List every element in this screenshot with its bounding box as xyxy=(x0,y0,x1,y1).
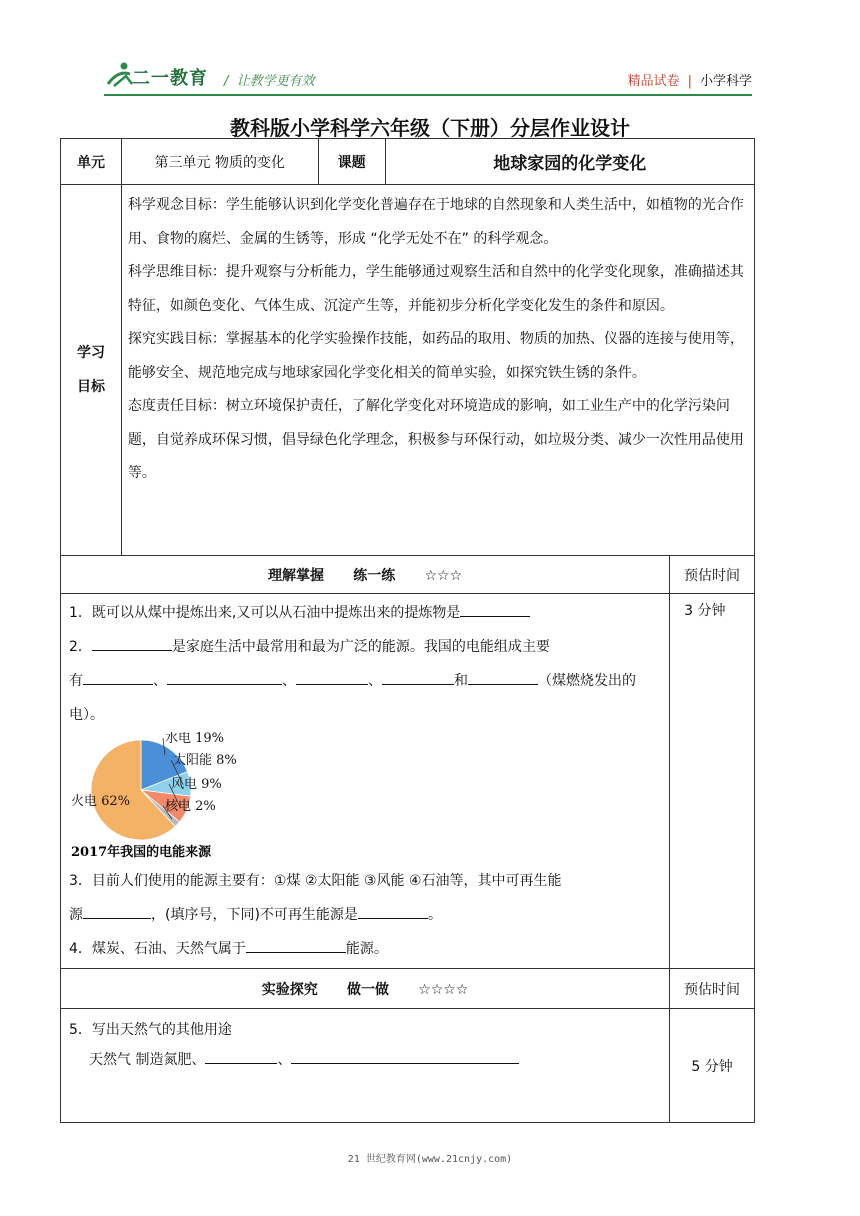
section1-time-value: 3 分钟 xyxy=(670,594,755,969)
question-2-blanks: 有 、 、 、 和 （煤燃烧发出的 xyxy=(69,664,661,698)
pie-label-核电: 核电 2% xyxy=(165,799,216,814)
goal-item: 科学观念目标：学生能够认识到化学变化普遍存在于地球的自然现象和人类生活中，如植物的光合作用、食物的腐烂、金属的生锈等，形成 “化学无处不在” 的科学观念。 xyxy=(127,197,744,247)
page-footer: 21 世纪教育网(www.21cnjy.com) xyxy=(347,1154,513,1165)
page-title: 教科版小学科学六年级（下册）分层作业设计 xyxy=(230,116,630,140)
question-1: 1．既可以从煤中提炼出来,又可以从石油中提炼出来的提炼物是 xyxy=(69,596,661,630)
question-3-blanks: 源 ，(填序号，下同)不可再生能源是 。 xyxy=(69,898,661,932)
section1-heading: 理解掌握 练一练 ☆☆☆ xyxy=(61,556,670,594)
question-5: 5．写出天然气的其他用途 xyxy=(69,1022,232,1038)
section1-time-label: 预估时间 xyxy=(670,556,755,594)
topic-label: 课题 xyxy=(318,139,385,185)
brand-name: 二一教育 xyxy=(132,68,208,89)
goal-item: 科学思维目标：提升观察与分析能力，学生能够通过观察生活和自然中的化学变化现象，准确描述其特征，如颜色变化、气体生成、沉淀产生等，并能初步分析化学变化发生的条件和原因。 xyxy=(127,264,744,314)
header-tags: 精品试卷 | 小学科学 xyxy=(627,74,752,89)
section2-time-value: 5 分钟 xyxy=(670,1009,755,1123)
pie-label-风电: 风电 9% xyxy=(171,777,222,792)
question-2: 2． 是家庭生活中最常用和最为广泛的能源。我国的电能组成主要 xyxy=(69,630,661,664)
header-divider xyxy=(104,94,752,96)
question-2-end: 电）。 xyxy=(69,707,104,723)
goal-item: 探究实践目标：掌握基本的化学实验操作技能，如药品的取用、物质的加热、仪器的连接与使用等，能够安全、规范地完成与地球家园化学变化相关的简单实验，如探究铁生锈的条件。 xyxy=(127,331,744,381)
question-4: 4．煤炭、石油、天然气属于 能源。 xyxy=(69,932,661,966)
question-5-blanks: 天然气 制造氮肥、 、 xyxy=(69,1045,661,1075)
pie-chart xyxy=(69,732,661,864)
topic-value: 地球家园的化学变化 xyxy=(385,139,754,185)
pie-label-火电: 火电 62% xyxy=(71,794,131,809)
pie-label-水电: 水电 19% xyxy=(165,732,225,746)
header-tag-left: 精品试卷 xyxy=(627,74,680,89)
section2-questions xyxy=(61,1009,670,1123)
goals-label: 学习 目标 xyxy=(61,185,122,556)
section2-heading: 实验探究 做一做 ☆☆☆☆ xyxy=(61,969,670,1009)
section2-time-label: 预估时间 xyxy=(670,969,755,1009)
goal-item: 态度责任目标：树立环境保护责任，了解化学变化对环境造成的影响，如工业生产中的化学污染问题，自觉养成环保习惯，倡导绿色化学理念，积极参与环保行动，如垃圾分类、减少一次性用品使用等。 xyxy=(127,398,744,481)
assignment-table xyxy=(60,138,755,1123)
unit-label: 单元 xyxy=(61,139,122,185)
page-header xyxy=(0,0,860,100)
unit-value: 第三单元 物质的变化 xyxy=(121,139,318,185)
header-tag-right: 小学科学 xyxy=(699,74,752,89)
question-3: 3．目前人们使用的能源主要有：①煤 ②太阳能 ③风能 ④石油等，其中可再生能 xyxy=(69,873,562,889)
brand-slogan: / 让教学更有效 xyxy=(224,74,315,89)
goals-content xyxy=(121,185,754,556)
pie-label-太阳能: 太阳能 8% xyxy=(173,753,237,768)
pie-chart-svg xyxy=(69,732,269,864)
pie-title: 2017年我国的电能来源 xyxy=(71,845,212,860)
section1-questions xyxy=(61,594,670,969)
